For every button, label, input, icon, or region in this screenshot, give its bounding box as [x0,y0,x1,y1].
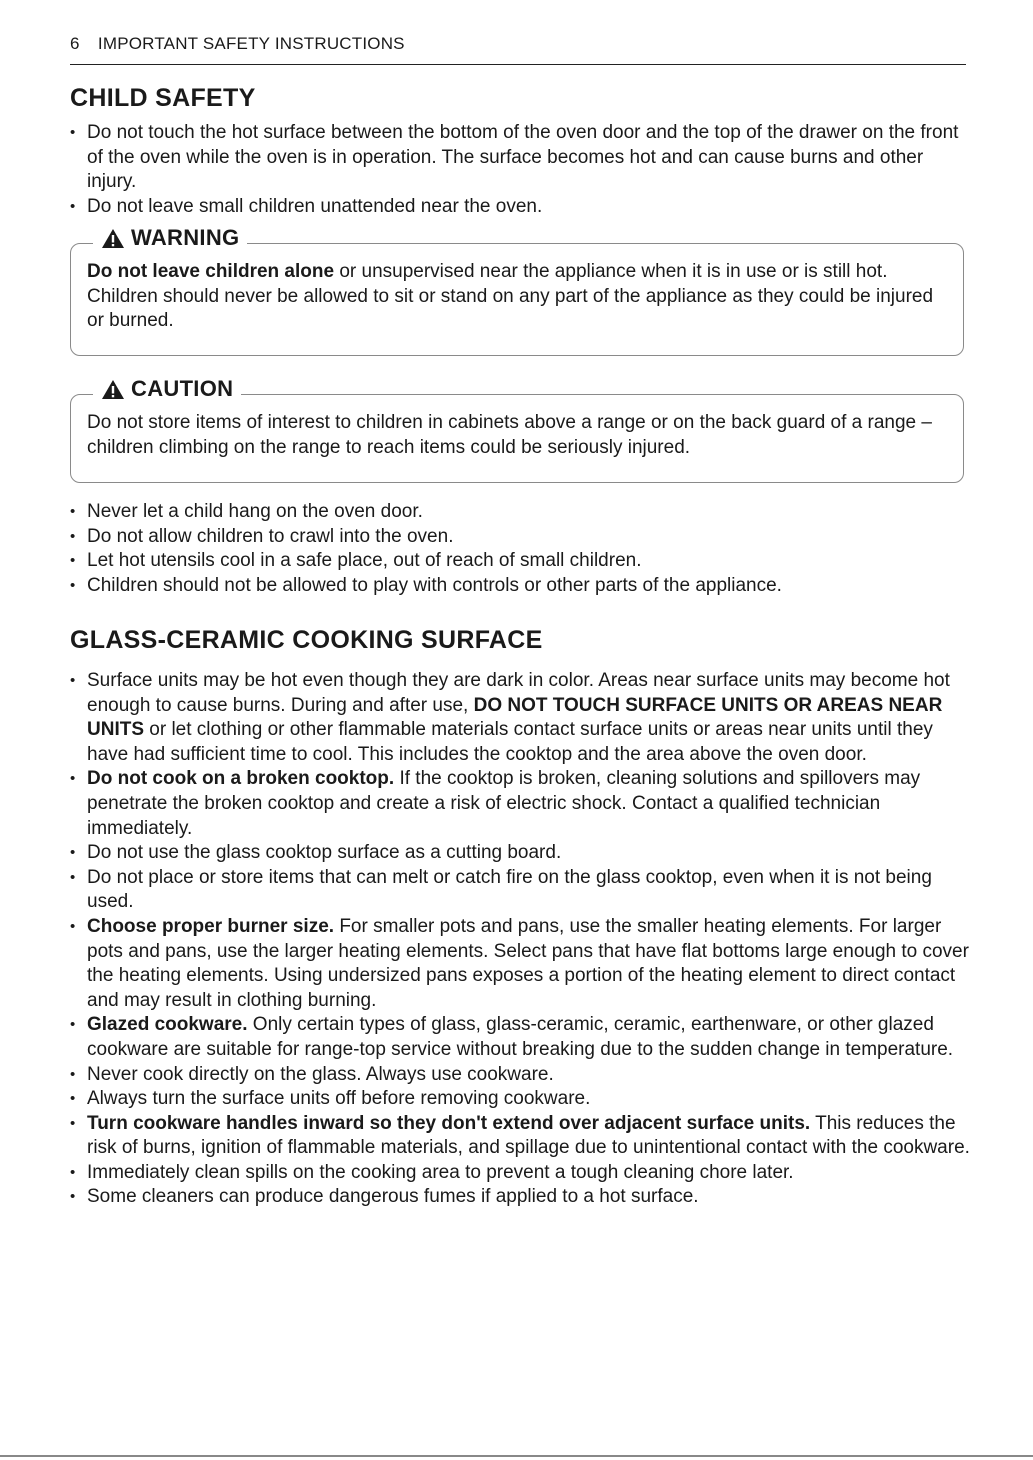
warning-label [93,225,247,251]
list-item [70,1112,970,1161]
b5-text: For smaller pots and pans, use the smaller heating elements. For larger pots and pans, use the larger heating elements. Select pans that have flat bottoms large enough to cover the heating elements. Using undersized pans exposes a portion of the heating element to direct contact and may result in clothing burning. [87,915,969,1011]
list-item [70,767,970,841]
caution-triangle-icon [101,379,125,400]
b1-bold: DO NOT TOUCH SURFACE UNITS OR AREAS NEAR UNITS [87,694,943,741]
list-item: • Immediately clean spills on the cooking area to prevent a tough cleaning chore later. [70,1161,970,1186]
b2-text: If the cooktop is broken, cleaning solutions and spillovers may penetrate the broken cooktop and create a risk of electric shock. Contact a qualified technician immediately. [87,768,921,839]
list-item [70,915,970,1013]
caution-text: Do not store items of interest to children in cabinets above a range or on the back guard of a range – children climbing on the range to reach items could be seriously injured. [87,412,932,458]
list-item: • Do not place or store items that can melt or catch fire on the glass cooktop, even when it is not being used. [70,866,970,915]
warning-text [71,244,963,334]
warning-bold: Do not leave children alone [87,261,335,282]
b9-bold: Turn cookware handles inward so they don't extend over adjacent surface units. [87,1112,811,1134]
list-item: • Children should not be allowed to play with controls or other parts of the appliance. [70,574,970,599]
b1-text1: Surface units may be hot even though they are dark in color. Areas near surface units may become hot enough to cause burns. During and after use, [87,670,950,716]
warning-label-text: WARNING [131,225,240,250]
caution-label [93,376,241,402]
glass-ceramic-bullets [70,669,970,1210]
caution-box [70,376,964,483]
page-header [70,34,966,65]
section-title-child-safety: CHILD SAFETY [70,84,256,112]
page-number: 6 [70,34,80,53]
b2-bold: Do not cook on a broken cooktop. [87,768,395,790]
b6-text: Only certain types of glass, glass-ceramic, ceramic, earthenware, or other glazed cookware are suitable for range-top service without breaking due to the sudden change in temperature. [87,1014,954,1060]
child-safety-bullets-top [70,121,970,219]
list-item: • Do not leave small children unattended near the oven. [70,195,970,220]
b5-bold: Choose proper burner size. [87,915,335,937]
list-item: • Let hot utensils cool in a safe place, out of reach of small children. [70,549,970,574]
bottom-rule [0,1455,1033,1457]
list-item: • Never let a child hang on the oven door. [70,500,970,525]
section-title-glass-ceramic: GLASS-CERAMIC COOKING SURFACE [70,626,543,654]
list-item: • Some cleaners can produce dangerous fumes if applied to a hot surface. [70,1185,970,1210]
list-item: • Do not use the glass cooktop surface as a cutting board. [70,841,970,866]
caution-label-text: CAUTION [131,376,234,401]
list-item: • Do not touch the hot surface between the bottom of the oven door and the top of the drawer on the front of the oven while the oven is in operation. The surface becomes hot and can cause burns and other injury. [70,121,970,195]
warning-body: or unsupervised near the appliance when it is in use or is still hot. Children should never be allowed to sit or stand on any part of the appliance as they could be injured or burned. [87,261,934,332]
list-item: • Always turn the surface units off before removing cookware. [70,1087,970,1112]
b1-text2: or let clothing or other flammable materials contact surface units or areas near units until they have had sufficient time to cool. This includes the cooktop and the area above the oven door. [87,719,933,765]
child-safety-bullets-bottom [70,500,970,598]
list-item [70,669,970,767]
header-title: IMPORTANT SAFETY INSTRUCTIONS [97,34,405,53]
list-item: • Never cook directly on the glass. Always use cookware. [70,1063,970,1088]
b9-text: This reduces the risk of burns, ignition of flammable materials, and spillage due to unintentional contact with the cookware. [87,1112,970,1159]
list-item [70,1013,970,1062]
b6-bold: Glazed cookware. [87,1014,248,1036]
warning-triangle-icon [101,228,125,249]
warning-box [70,225,964,356]
list-item: • Do not allow children to crawl into the oven. [70,525,970,550]
